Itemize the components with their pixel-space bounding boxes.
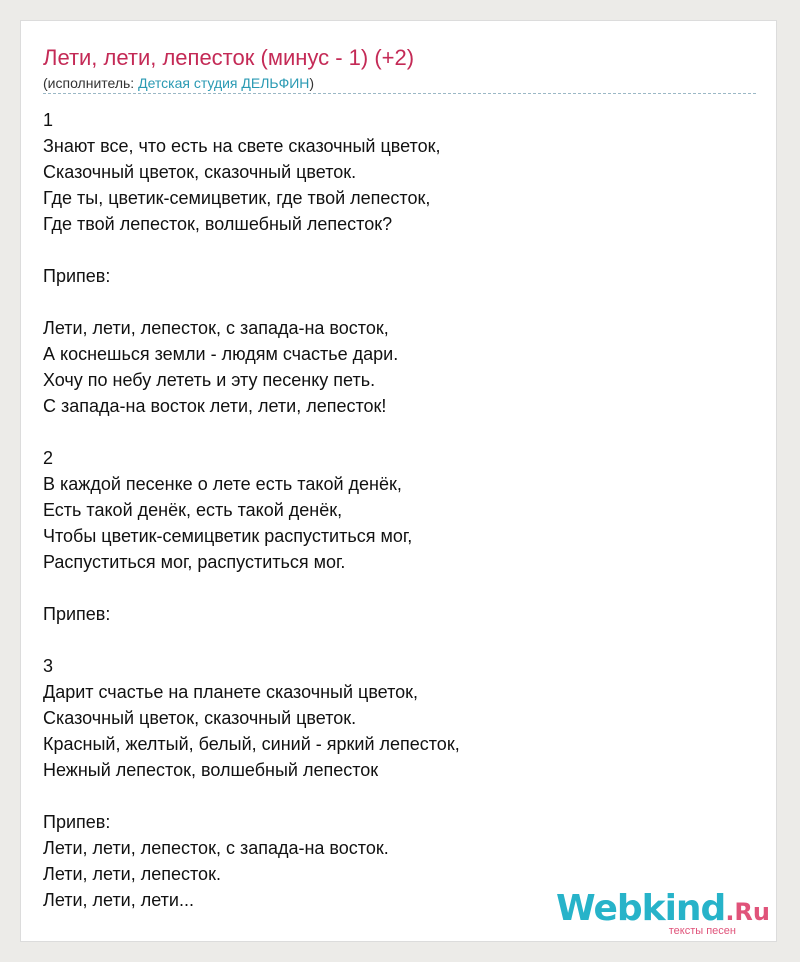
- lyrics-blank-line: [43, 627, 460, 653]
- lyrics-line: С запада-на восток лети, лети, лепесток!: [43, 396, 387, 416]
- lyrics-line: Лети, лети, лети...: [43, 890, 194, 910]
- lyrics-text: [43, 107, 460, 913]
- lyrics-line: Знают все, что есть на свете сказочный цветок,: [43, 136, 441, 156]
- lyrics-line: Где твой лепесток, волшебный лепесток?: [43, 214, 393, 234]
- lyrics-line: 3: [43, 656, 54, 676]
- song-title: Лети, лети, лепесток (минус - 1) (+2): [43, 45, 415, 70]
- lyrics-blank-line: [43, 289, 460, 315]
- lyrics-line: 1: [43, 110, 54, 130]
- artist-suffix: ): [309, 75, 315, 91]
- lyrics-blank-line: [43, 575, 460, 601]
- lyrics-line: Есть такой денёк, есть такой денёк,: [43, 500, 343, 520]
- logo-wordmark: [556, 890, 770, 931]
- lyrics-line: Нежный лепесток, волшебный лепесток: [43, 760, 379, 780]
- artist-prefix: (исполнитель:: [43, 75, 139, 91]
- lyrics-line: Сказочный цветок, сказочный цветок.: [43, 162, 357, 182]
- lyrics-line: 2: [43, 448, 54, 468]
- dashed-divider: [43, 93, 756, 94]
- lyrics-card: [20, 20, 777, 942]
- artist-line: [43, 75, 314, 91]
- lyrics-line: А коснешься земли - людям счастье дари.: [43, 344, 399, 364]
- lyrics-line: Лети, лети, лепесток.: [43, 864, 221, 884]
- lyrics-line: Где ты, цветик-семицветик, где твой лепесток,: [43, 188, 431, 208]
- lyrics-blank-line: [43, 237, 460, 263]
- lyrics-line: Хочу по небу лететь и эту песенку петь.: [43, 370, 376, 390]
- lyrics-line: Лети, лети, лепесток, с запада-на восток,: [43, 318, 389, 338]
- lyrics-line: Красный, желтый, белый, синий - яркий лепесток,: [43, 734, 460, 754]
- lyrics-line: Припев:: [43, 266, 111, 286]
- lyrics-line: Припев:: [43, 812, 111, 832]
- logo-subtitle: тексты песен: [668, 925, 736, 937]
- lyrics-line: Лети, лети, лепесток, с запада-на восток.: [43, 838, 389, 858]
- artist-link[interactable]: Детская студия ДЕЛЬФИН: [138, 75, 310, 91]
- lyrics-blank-line: [43, 419, 460, 445]
- lyrics-line: Дарит счастье на планете сказочный цветок,: [43, 682, 419, 702]
- lyrics-line: Чтобы цветик-семицветик распуститься мог,: [43, 526, 413, 546]
- lyrics-line: Распуститься мог, распуститься мог.: [43, 552, 346, 572]
- lyrics-line: Припев:: [43, 604, 111, 624]
- lyrics-line: В каждой песенке о лете есть такой денёк,: [43, 474, 402, 494]
- site-logo[interactable]: [556, 890, 770, 937]
- lyrics-line: Сказочный цветок, сказочный цветок.: [43, 708, 357, 728]
- lyrics-blank-line: [43, 783, 460, 809]
- logo-tld: .Ru: [725, 898, 770, 926]
- logo-main-text: Webkind: [556, 888, 726, 929]
